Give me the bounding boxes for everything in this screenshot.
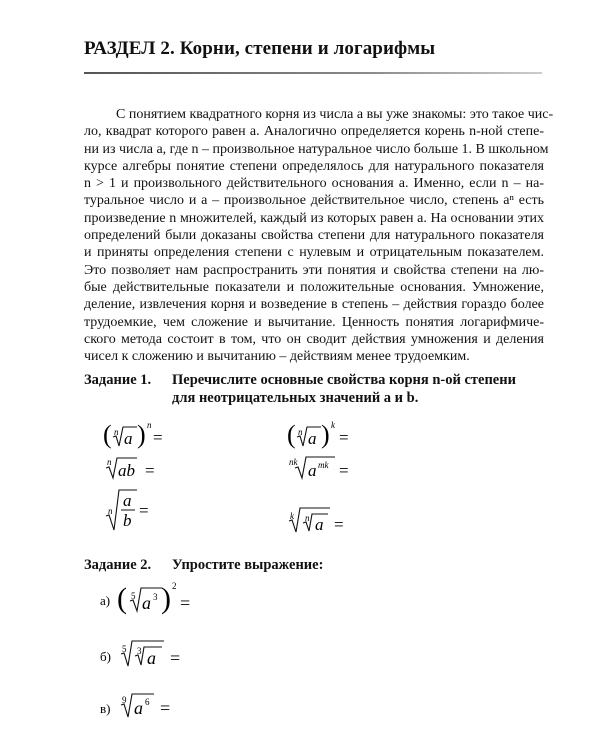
item-marker: а) xyxy=(100,593,111,608)
right-paren: ) xyxy=(137,420,146,449)
item-marker: в) xyxy=(100,701,111,716)
task1-label: Задание 1. xyxy=(84,372,152,388)
root-index: n xyxy=(298,427,303,437)
left-paren: ( xyxy=(287,420,296,449)
paragraph-line: n > 1 и произвольного действительного основания a. Именно, если n – на- xyxy=(84,176,544,192)
paragraph-line: трудоемкие, чем сложение и вычитание. Ценность понятия логарифмиче- xyxy=(84,314,544,330)
inner-root-index: n xyxy=(305,513,310,523)
exponent: 3 xyxy=(153,592,158,602)
equals-sign: = xyxy=(139,501,149,520)
radicand: a xyxy=(147,648,156,668)
item-marker: б) xyxy=(100,649,111,664)
equals-sign: = xyxy=(160,698,171,718)
paragraph-line: ни из числа a, где n – произвольное натуральное число больше 1. В школьном xyxy=(84,141,549,157)
root-index: n xyxy=(114,427,119,437)
title-divider xyxy=(84,72,542,74)
outer-root-index: k xyxy=(290,511,294,521)
paragraph-line: ского метода состоит в том, что он сводит действия умножения и деления xyxy=(84,331,544,347)
outer-exponent: n xyxy=(147,420,152,430)
equals-sign: = xyxy=(339,428,349,447)
formula-root-power-k xyxy=(287,416,357,454)
task2-item-a xyxy=(100,578,210,620)
formula-root-power-n xyxy=(103,416,173,454)
left-paren: ( xyxy=(103,420,112,449)
numerator: a xyxy=(123,491,132,510)
task1-text-line2: для неотрицательных значений a и b. xyxy=(172,390,419,406)
task2-label: Задание 2. xyxy=(84,557,152,573)
paragraph-line: ло, квадрат которого равен a. Аналогично определяется корень n-ной степе- xyxy=(84,124,544,140)
radicand: ab xyxy=(118,461,135,480)
radicand: a xyxy=(124,429,133,448)
paragraph-line: произведение n множителей, каждый из которых равен a. На основании этих xyxy=(84,210,544,226)
root-index: 9 xyxy=(122,695,127,705)
formula-root-quotient xyxy=(105,486,175,534)
root-index: n xyxy=(107,457,112,467)
exponent: 6 xyxy=(145,697,150,707)
task2-text: Упростите выражение: xyxy=(172,557,324,573)
right-paren: ) xyxy=(161,582,171,615)
left-paren: ( xyxy=(117,582,127,615)
paragraph-line: туральное число и a – произвольное действительное число, степень aⁿ есть xyxy=(84,193,544,209)
base: a xyxy=(142,593,151,613)
section-title: РАЗДЕЛ 2. Корни, степени и логарифмы xyxy=(84,38,436,59)
outer-exponent: 2 xyxy=(172,581,177,591)
formula-root-scaled xyxy=(289,452,379,486)
equals-sign: = xyxy=(145,461,155,480)
paragraph-line: С понятием квадратного корня из числа a вы уже знакомы: это такое чис- xyxy=(116,107,554,122)
paragraph-line: деление, извлечения корня и возведение в степень – действия гораздо более xyxy=(84,297,544,313)
paragraph-line: определений были доказаны свойства степени для натурального показателя xyxy=(84,228,544,244)
equals-sign: = xyxy=(180,593,191,613)
exponent: mk xyxy=(318,460,329,470)
root-index: nk xyxy=(289,457,298,467)
paragraph-line: бые действительные показатели и положительные основания. Умножение, xyxy=(84,279,544,295)
equals-sign: = xyxy=(334,515,344,534)
formula-root-product xyxy=(105,452,185,486)
equals-sign: = xyxy=(153,428,163,447)
outer-root-index: 5 xyxy=(122,644,127,654)
task2-item-c xyxy=(100,690,210,726)
equals-sign: = xyxy=(339,461,349,480)
radicand: a xyxy=(308,429,317,448)
root-index: 5 xyxy=(131,591,136,601)
denominator: b xyxy=(123,511,132,530)
task2-item-b xyxy=(100,636,210,678)
root-index: n xyxy=(108,506,113,516)
task1-text-line1: Перечислите основные свойства корня n-ой степени xyxy=(172,372,516,388)
paragraph-line: чисел к сложению и вычитанию – действиям менее трудоемким. xyxy=(84,349,470,365)
radicand: a xyxy=(315,515,324,534)
paragraph-line: курсе алгебры понятие степени определялось для натурального показателя xyxy=(84,158,544,174)
base: a xyxy=(134,698,143,718)
outer-exponent: k xyxy=(331,420,335,430)
paragraph-line: Это позволяет нам распространить эти понятия и свойства степени на лю- xyxy=(84,262,544,278)
formula-nested-root xyxy=(288,504,368,538)
paragraph-line: и приняты определения степени с нулевым и отрицательным показателем. xyxy=(84,245,544,261)
base: a xyxy=(308,461,317,480)
intro-paragraph xyxy=(84,106,554,365)
equals-sign: = xyxy=(170,648,181,668)
right-paren: ) xyxy=(321,420,330,449)
inner-root-index: 3 xyxy=(137,646,142,656)
